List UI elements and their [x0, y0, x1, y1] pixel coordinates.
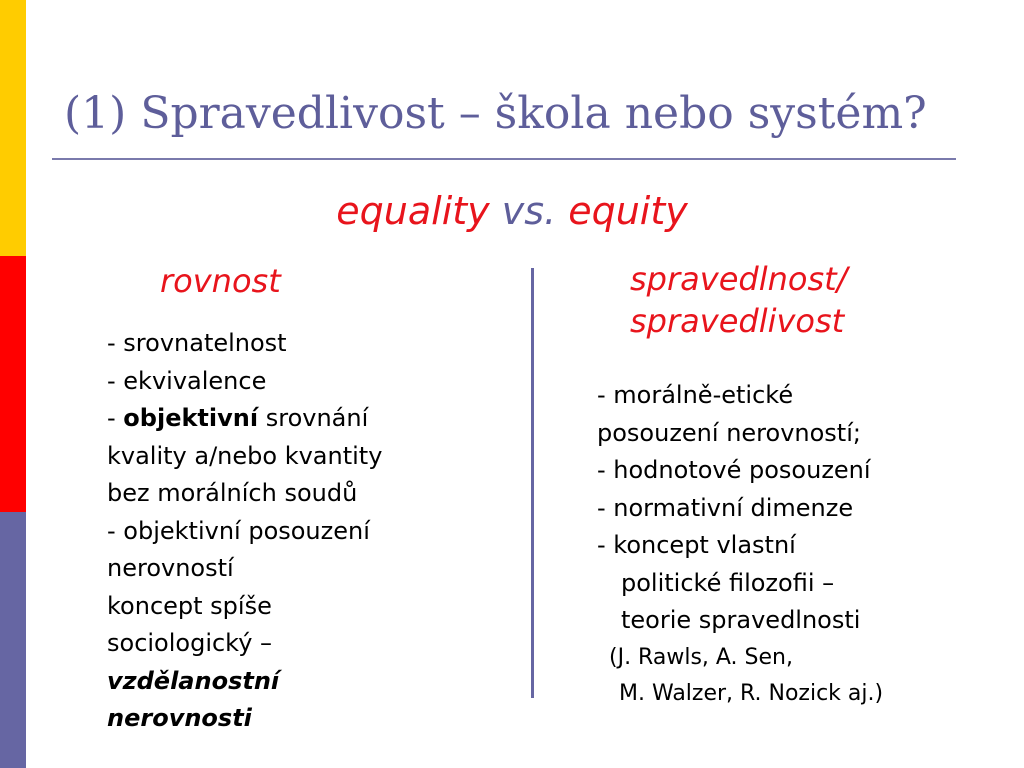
- left-column-heading: rovnost: [160, 262, 281, 300]
- left-line-emphasis: nerovnosti: [107, 704, 252, 732]
- left-line-prefix: -: [107, 404, 124, 432]
- right-heading-line: spravedlnost/: [630, 260, 848, 298]
- title-underline: [52, 158, 956, 160]
- right-citation-line: (J. Rawls, A. Sen,: [609, 644, 793, 670]
- right-line: politické filozofii –: [621, 568, 835, 597]
- left-line: - srovnatelnost: [107, 329, 287, 357]
- left-line: - ekvivalence: [107, 366, 267, 395]
- right-citation-line: M. Walzer, R. Nozick aj.): [619, 680, 884, 706]
- right-line: - normativní dimenze: [597, 493, 854, 522]
- left-line: sociologický –: [107, 629, 273, 657]
- right-line: teorie spravedlnosti: [621, 606, 861, 634]
- right-line: - hodnotové posouzení: [597, 456, 871, 484]
- left-line: bez morálních soudů: [107, 479, 358, 507]
- side-bar-red: [0, 256, 26, 512]
- right-line: posouzení nerovností;: [597, 418, 861, 447]
- subtitle-vs: vs.: [501, 189, 557, 233]
- side-bar-blue: [0, 512, 26, 768]
- left-line: nerovností: [107, 554, 234, 582]
- left-line: kvality a/nebo kvantity: [107, 441, 383, 470]
- right-column-heading: [630, 258, 847, 342]
- right-line: - morálně-etické: [597, 381, 794, 409]
- left-line: - objektivní posouzení: [107, 516, 370, 545]
- subtitle-equality: equality: [336, 189, 502, 233]
- right-heading-line: spravedlivost: [630, 302, 845, 341]
- subtitle-equity: equity: [556, 189, 688, 233]
- left-line-rest: srovnání: [258, 404, 369, 432]
- left-line-bold: objektivní: [123, 404, 259, 432]
- right-column-body: [597, 377, 1017, 712]
- left-line: koncept spíše: [107, 591, 272, 620]
- left-line-emphasis: vzdělanostní: [107, 666, 280, 695]
- left-line: [107, 400, 507, 438]
- slide-subtitle: [0, 189, 1024, 233]
- slide-title: (1) Spravedlivost – škola nebo systém?: [64, 88, 927, 139]
- left-column-body: [107, 325, 507, 738]
- column-divider: [531, 268, 534, 698]
- right-line: - koncept vlastní: [597, 531, 796, 559]
